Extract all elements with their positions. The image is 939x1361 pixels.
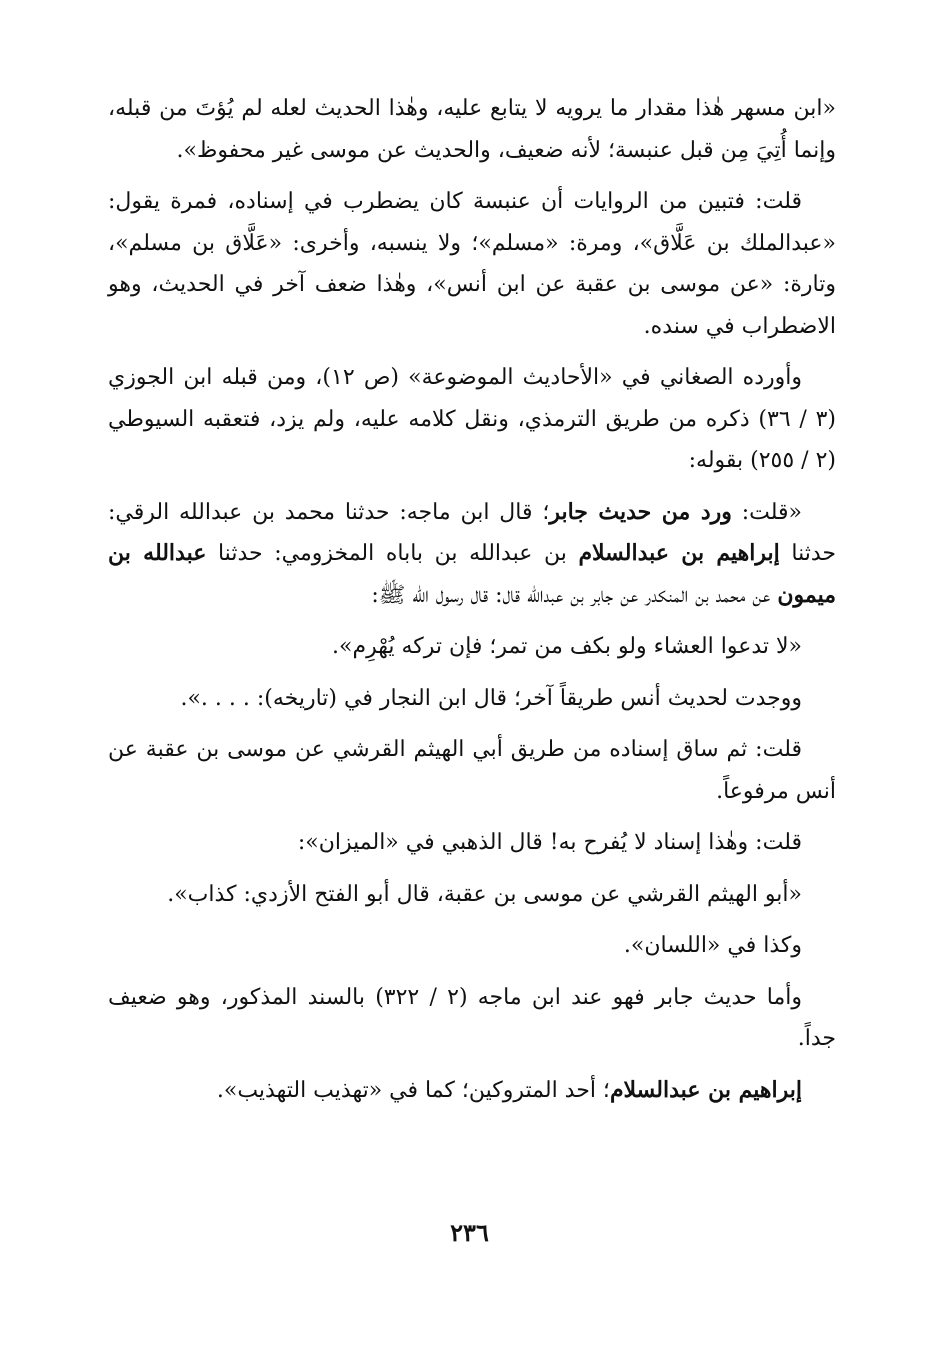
text-segment: «قلت:	[731, 499, 802, 525]
paragraph-ibrahim-matruk	[108, 1070, 836, 1112]
text-segment: ؛ قال ابن ماجه: حدثنا محمد بن عبدالله الرقي: حدثنا	[108, 499, 836, 566]
text-segment: عن محمد بن المنكدر عن جابر بن عبدالله قال: قال رسول الله ﷺ:	[371, 582, 778, 608]
bold-narrator-name: إبراهيم بن عبدالسلام	[609, 1076, 802, 1103]
paragraph-azdi-quote: «أبو الهيثم القرشي عن موسى بن عقبة، قال أبو الفتح الأزدي: كذاب».	[167, 881, 802, 907]
bold-narrator-name: عبدالله بن ميمون	[108, 540, 836, 608]
paragraph-hadith-text: «لا تدعوا العشاء ولو بكف من تمر؛ فإن تركه يُهْرِم».	[332, 634, 802, 659]
paragraph-lisan: وكذا في «اللسان».	[623, 933, 802, 958]
bold-narrator-name: إبراهيم بن عبدالسلام	[578, 540, 780, 566]
text-segment: ؛ أحد المتروكين؛ كما في «تهذيب التهذيب».	[216, 1077, 610, 1103]
paragraph-suyuti-quote	[108, 492, 836, 617]
paragraph-jabir-hadith: وأما حديث جابر فهو عند ابن ماجه (٢ / ٣٢٢) بالسند المذكور، وهو ضعيف جداً.	[108, 984, 836, 1051]
paragraph-quote-ibn-adi: «ابن مسهر هٰذا مقدار ما يرويه لا يتابع عليه، وهٰذا الحديث لعله لم يُؤتَ من قبله، وإنما أُتِيَ مِن قبل عنبسة؛ لأنه ضعيف، والحديث عن موسى غير محفوظ».	[108, 96, 837, 163]
paragraph-anas-route: ووجدت لحديث أنس طريقاً آخر؛ قال ابن النجار في (تاريخه): . . . .».	[180, 685, 802, 711]
page-body	[108, 88, 836, 1111]
paragraph-dhahabi-mizan: قلت: وهٰذا إسناد لا يُفرح به! قال الذهبي في «الميزان»:	[297, 830, 802, 855]
paragraph-isnad-abi-haytham: قلت: ثم ساق إسناده من طريق أبي الهيثم القرشي عن موسى بن عقبة عن أنس مرفوعاً.	[108, 737, 836, 804]
bold-phrase: ورد من حديث جابر	[549, 498, 732, 525]
paragraph-saghani-ibn-jawzi: وأورده الصغاني في «الأحاديث الموضوعة» (ص ١٢)، ومن قبله ابن الجوزي (٣ / ٣٦) ذكره من طريق الترمذي، ونقل كلامه عليه، ولم يزد، فتعقبه السيوطي (٢ / ٢٥٥) بقوله:	[108, 365, 836, 473]
page-number: ٢٣٦	[450, 1218, 489, 1247]
text-segment: بن عبدالله بن باباه المخزومي: حدثنا	[206, 541, 579, 566]
paragraph-isnad-idtirab: قلت: فتبين من الروايات أن عنبسة كان يضطرب في إسناده، فمرة يقول: «عبدالملك بن عَلَّاق»، ومرة: «مسلم»؛ ولا ينسبه، وأخرى: «عَلَّاق بن مسلم»، وتارة: «عن موسى بن عقبة عن ابن أنس»، وهٰذا ضعف آخر في الحديث، وهو الاضطراب في سنده.	[108, 189, 836, 339]
